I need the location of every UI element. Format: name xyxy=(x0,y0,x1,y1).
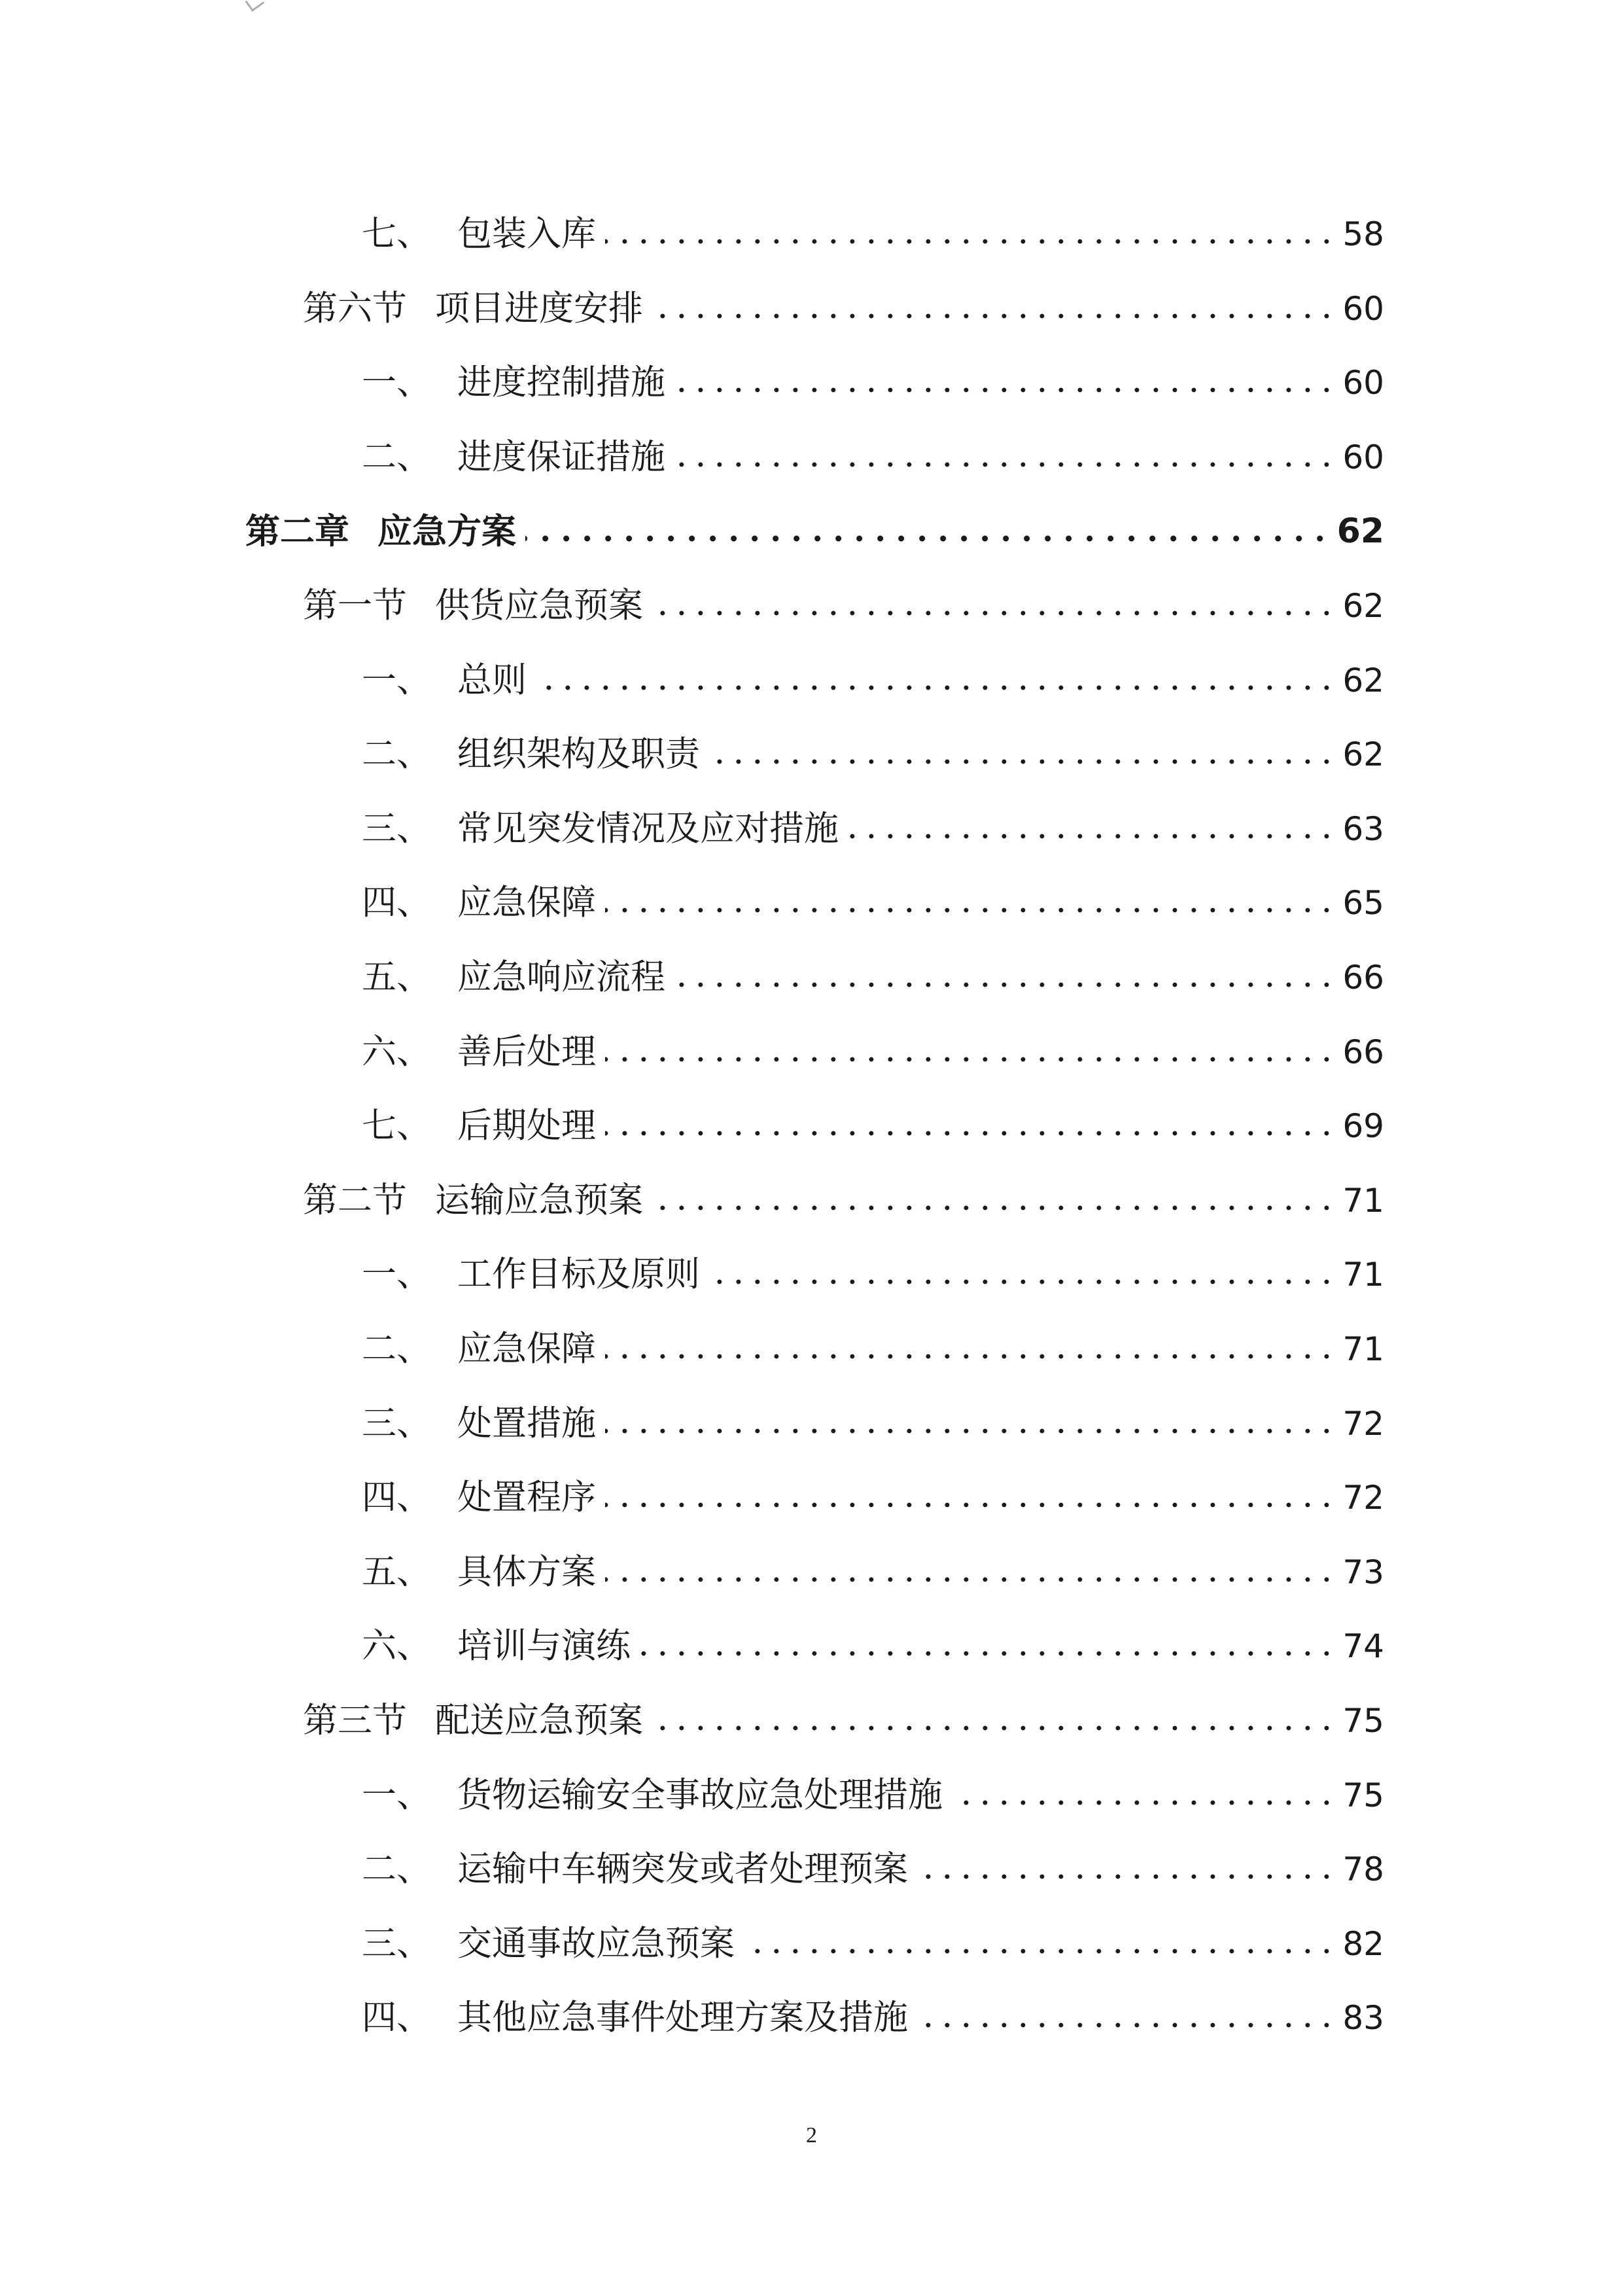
toc-entry-number: 三、 xyxy=(362,808,431,849)
toc-entry-title: 货物运输安全事故应急处理措施 xyxy=(457,1775,943,1815)
toc-section-entry[interactable] xyxy=(303,264,1384,330)
toc-subsection-entry[interactable] xyxy=(362,1082,1384,1147)
toc-entry-number: 一、 xyxy=(362,362,431,403)
toc-dot-leader xyxy=(709,757,1336,766)
toc-entry-title: 项目进度安排 xyxy=(435,288,643,328)
toc-dot-leader xyxy=(674,385,1336,395)
toc-entry-page-number: 60 xyxy=(1342,438,1384,476)
toc-subsection-entry[interactable] xyxy=(362,1899,1384,1965)
toc-dot-leader xyxy=(605,1426,1336,1436)
toc-entry-number: 二、 xyxy=(362,1849,431,1890)
toc-dot-leader xyxy=(652,311,1336,321)
toc-entry-number: 三、 xyxy=(362,1403,431,1443)
toc-subsection-entry[interactable] xyxy=(362,1602,1384,1667)
toc-entry-number: 一、 xyxy=(362,1254,431,1295)
toc-subsection-entry[interactable] xyxy=(362,190,1384,255)
toc-entry-title: 运输中车辆突发或者处理预案 xyxy=(457,1849,908,1890)
toc-entry-title: 组织架构及职责 xyxy=(457,734,700,775)
toc-subsection-entry[interactable] xyxy=(362,1751,1384,1816)
toc-entry-number: 三、 xyxy=(362,1923,431,1964)
toc-entry-number: 二、 xyxy=(362,436,431,477)
toc-subsection-entry[interactable] xyxy=(362,338,1384,404)
toc-dot-leader xyxy=(952,1798,1336,1807)
toc-entry-number: 四、 xyxy=(362,883,431,923)
toc-entry-page-number: 65 xyxy=(1342,884,1384,923)
toc-subsection-entry[interactable] xyxy=(362,1008,1384,1073)
toc-entry-page-number: 75 xyxy=(1342,1776,1384,1814)
toc-entry-number: 五、 xyxy=(362,957,431,997)
toc-entry-title: 供货应急预案 xyxy=(435,586,643,626)
toc-entry-number: 二、 xyxy=(362,1329,431,1369)
toc-entry-page-number: 62 xyxy=(1342,735,1384,774)
toc-entry-page-number: 71 xyxy=(1342,1330,1384,1368)
toc-entry-title: 善后处理 xyxy=(457,1031,596,1072)
toc-entry-title: 培训与演练 xyxy=(457,1626,631,1667)
toc-entry-page-number: 62 xyxy=(1336,512,1384,552)
toc-dot-leader xyxy=(674,980,1336,989)
toc-entry-page-number: 83 xyxy=(1342,1999,1384,2038)
toc-entry-page-number: 62 xyxy=(1342,661,1384,699)
toc-entry-title: 处置措施 xyxy=(457,1403,596,1443)
toc-entry-title: 其他应急事件处理方案及措施 xyxy=(457,1998,908,2038)
toc-dot-leader xyxy=(848,832,1336,841)
toc-dot-leader xyxy=(605,1129,1336,1138)
toc-subsection-entry[interactable] xyxy=(362,710,1384,775)
toc-dot-leader xyxy=(674,460,1336,469)
toc-subsection-entry[interactable] xyxy=(362,1379,1384,1445)
toc-entry-page-number: 71 xyxy=(1342,1256,1384,1294)
toc-entry-title: 交通事故应急预案 xyxy=(457,1923,735,1964)
toc-subsection-entry[interactable] xyxy=(362,1825,1384,1890)
toc-dot-leader xyxy=(652,1723,1336,1733)
toc-entry-title: 进度控制措施 xyxy=(457,362,665,403)
toc-dot-leader xyxy=(652,609,1336,618)
toc-entry-title: 后期处理 xyxy=(457,1106,596,1146)
toc-entry-page-number: 82 xyxy=(1342,1924,1384,1963)
toc-entry-title: 具体方案 xyxy=(457,1551,596,1592)
toc-dot-leader xyxy=(917,1872,1336,1881)
toc-entry-title: 进度保证措施 xyxy=(457,436,665,477)
toc-entry-number: 六、 xyxy=(362,1031,431,1072)
toc-subsection-entry[interactable] xyxy=(362,413,1384,478)
toc-entry-number: 第一节 xyxy=(303,586,407,626)
toc-dot-leader xyxy=(652,1203,1336,1212)
toc-section-entry[interactable] xyxy=(303,1156,1384,1222)
toc-entry-page-number: 63 xyxy=(1342,809,1384,848)
toc-entry-title: 应急保障 xyxy=(457,883,596,923)
toc-entry-number: 二、 xyxy=(362,734,431,775)
toc-entry-number: 六、 xyxy=(362,1626,431,1667)
toc-entry-page-number: 78 xyxy=(1342,1850,1384,1889)
toc-subsection-entry[interactable] xyxy=(362,1528,1384,1593)
toc-entry-page-number: 60 xyxy=(1342,364,1384,402)
toc-entry-number: 七、 xyxy=(362,1106,431,1146)
toc-dot-leader xyxy=(605,237,1336,246)
toc-dot-leader xyxy=(605,1352,1336,1361)
toc-dot-leader xyxy=(917,2021,1336,2030)
toc-section-entry[interactable] xyxy=(303,561,1384,627)
toc-entry-number: 四、 xyxy=(362,1998,431,2038)
toc-dot-leader xyxy=(605,1055,1336,1064)
toc-entry-page-number: 66 xyxy=(1342,959,1384,997)
toc-dot-leader xyxy=(536,683,1336,692)
toc-entry-page-number: 62 xyxy=(1342,587,1384,625)
toc-entry-title: 处置程序 xyxy=(457,1477,596,1518)
toc-entry-title: 应急保障 xyxy=(457,1329,596,1369)
toc-entry-page-number: 73 xyxy=(1342,1553,1384,1591)
toc-entry-number: 第二节 xyxy=(303,1180,407,1220)
toc-dot-leader xyxy=(605,906,1336,915)
toc-entry-page-number: 75 xyxy=(1342,1702,1384,1740)
toc-entry-title: 常见突发情况及应对措施 xyxy=(457,808,839,849)
toc-subsection-entry[interactable] xyxy=(362,933,1384,998)
toc-section-entry[interactable] xyxy=(303,1676,1384,1742)
toc-subsection-entry[interactable] xyxy=(362,1973,1384,2039)
toc-subsection-entry[interactable] xyxy=(362,1305,1384,1370)
toc-entry-page-number: 66 xyxy=(1342,1033,1384,1071)
toc-entry-title: 配送应急预案 xyxy=(435,1701,643,1740)
toc-entry-title: 运输应急预案 xyxy=(435,1180,643,1220)
corner-mark xyxy=(245,0,265,12)
toc-entry-title: 工作目标及原则 xyxy=(457,1254,700,1295)
toc-entry-number: 一、 xyxy=(362,660,431,700)
toc-entry-page-number: 60 xyxy=(1342,289,1384,328)
toc-entry-number: 四、 xyxy=(362,1477,431,1518)
toc-entry-number: 七、 xyxy=(362,214,431,254)
toc-entry-title: 应急方案 xyxy=(377,511,516,552)
toc-dot-leader xyxy=(640,1649,1336,1658)
toc-entry-page-number: 58 xyxy=(1342,215,1384,253)
toc-dot-leader xyxy=(605,1575,1336,1584)
toc-entry-title: 总则 xyxy=(457,660,527,700)
page-footer-number: 2 xyxy=(806,2123,817,2147)
toc-entry-page-number: 71 xyxy=(1342,1181,1384,1220)
toc-entry-number: 第三节 xyxy=(303,1701,407,1740)
toc-dot-leader xyxy=(709,1277,1336,1286)
toc-entry-page-number: 74 xyxy=(1342,1627,1384,1666)
toc-subsection-entry[interactable] xyxy=(362,858,1384,924)
toc-entry-page-number: 72 xyxy=(1342,1404,1384,1443)
toc-entry-number: 一、 xyxy=(362,1775,431,1815)
toc-entry-page-number: 69 xyxy=(1342,1107,1384,1146)
toc-entry-number: 第二章 xyxy=(245,511,349,552)
toc-entry-number: 第六节 xyxy=(303,288,407,328)
toc-dot-leader xyxy=(744,1947,1336,1956)
toc-entry-page-number: 72 xyxy=(1342,1479,1384,1517)
toc-subsection-entry[interactable] xyxy=(362,1230,1384,1296)
toc-dot-leader xyxy=(605,1500,1336,1510)
toc-chapter-entry[interactable] xyxy=(245,487,1384,552)
toc-entry-title: 应急响应流程 xyxy=(457,957,665,997)
toc-subsection-entry[interactable] xyxy=(362,785,1384,850)
toc-entry-title: 包装入库 xyxy=(457,214,596,254)
toc-subsection-entry[interactable] xyxy=(362,636,1384,701)
toc-dot-leader xyxy=(525,534,1331,543)
toc-subsection-entry[interactable] xyxy=(362,1453,1384,1519)
toc-entry-number: 五、 xyxy=(362,1551,431,1592)
